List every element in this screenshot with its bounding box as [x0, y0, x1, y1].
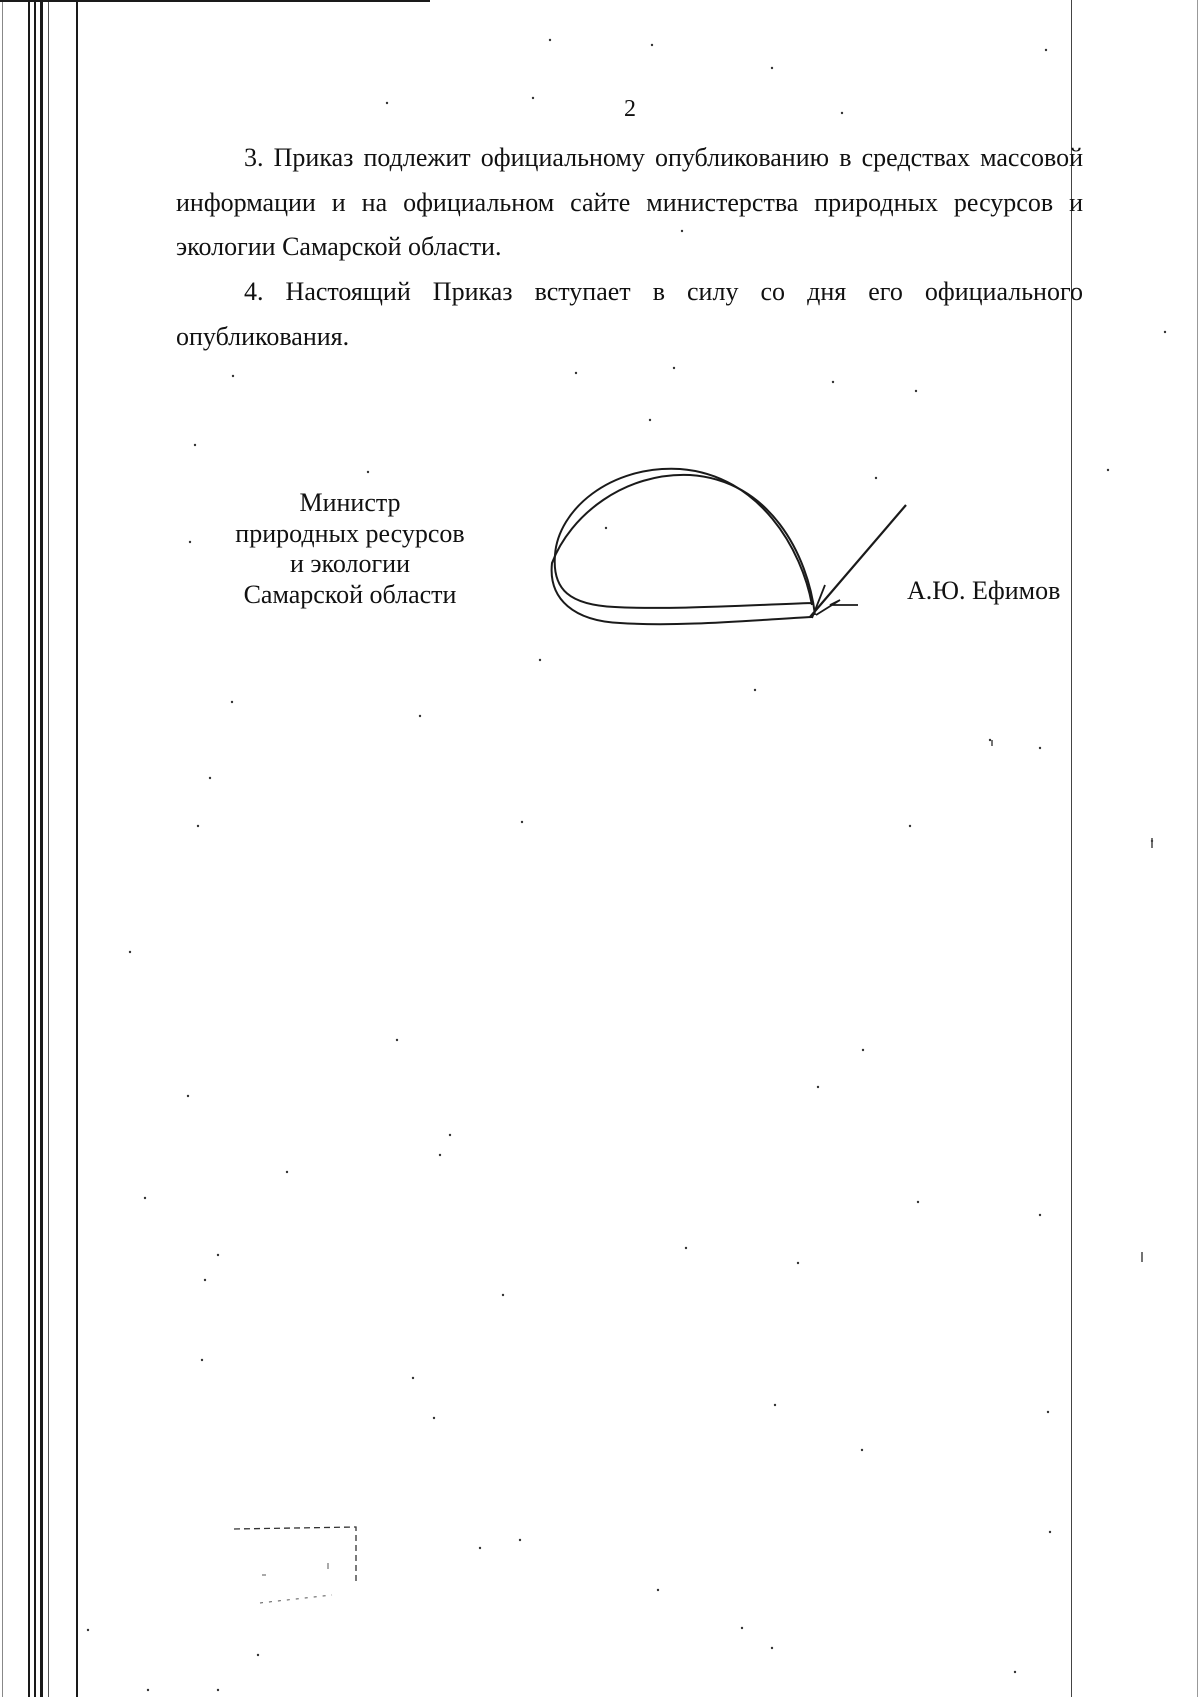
- paragraph-3-text: 3. Приказ подлежит официальному опубликованию в средствах массовой информации и на официальном сайте министерства природных ресурсов и экологии Самарской области.: [176, 143, 1083, 261]
- signer-name: А.Ю. Ефимов: [907, 576, 1061, 605]
- signer-title-line: и экологии: [289, 549, 410, 578]
- signer-title-line: Самарской области: [243, 579, 457, 609]
- page-number: 2: [624, 96, 636, 122]
- paragraph-4-text: 4. Настоящий Приказ вступает в силу со дня его официального опубликования.: [176, 277, 1083, 351]
- signer-title-line: природных ресурсов: [235, 518, 465, 548]
- stamp-remnant: [232, 1525, 362, 1605]
- signer-title-line: Министр: [299, 488, 401, 517]
